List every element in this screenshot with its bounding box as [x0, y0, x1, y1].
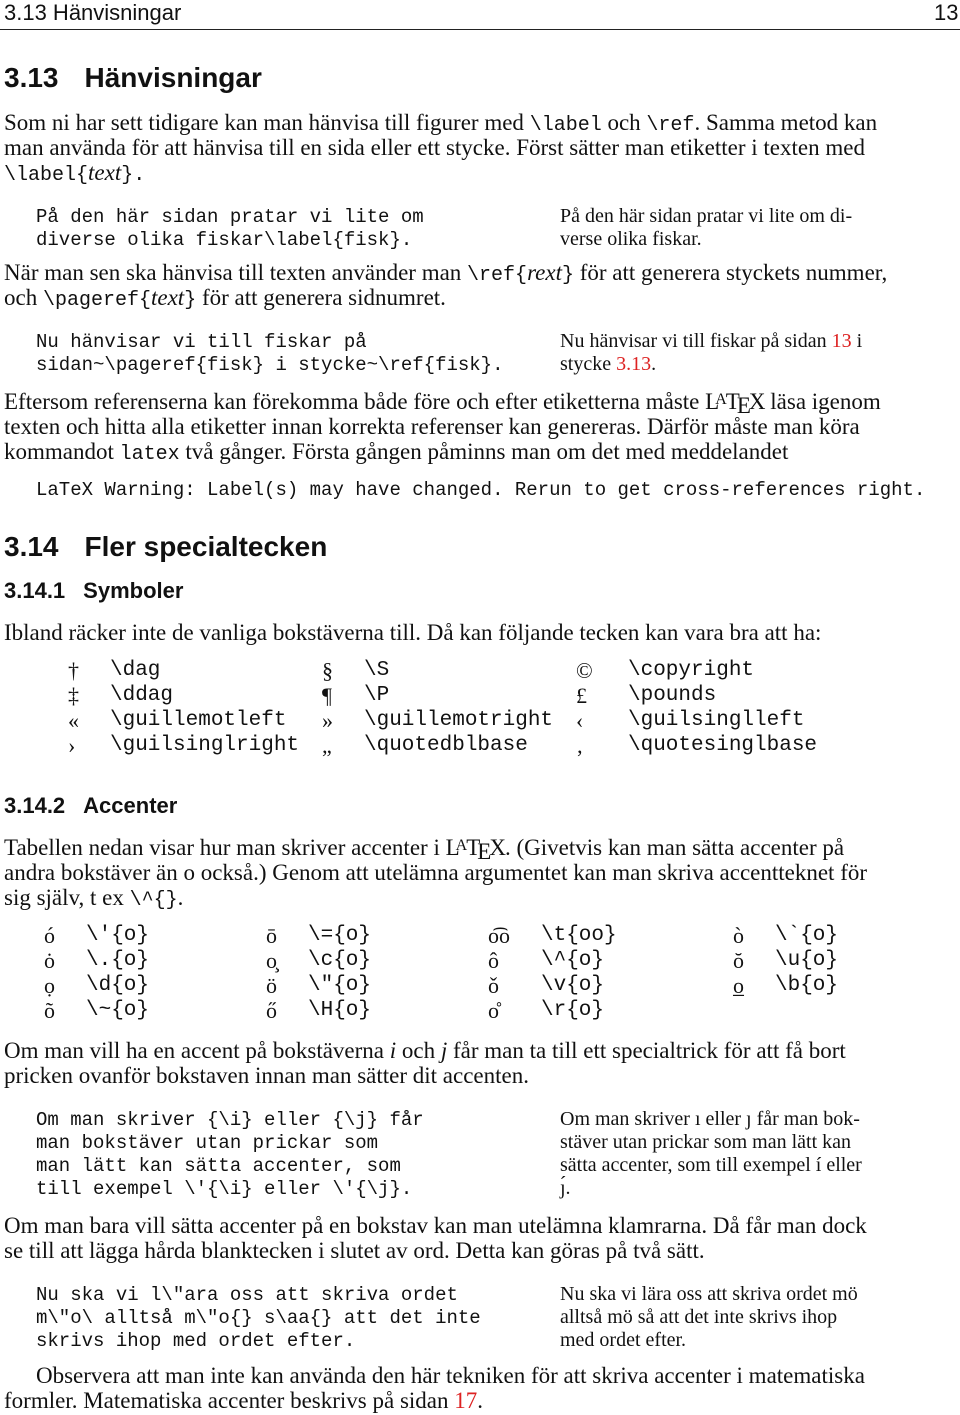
code-example-line: Nu hänvisar vi till fiskar på — [36, 331, 367, 353]
section-number: 3.13 — [4, 62, 59, 93]
paragraph-line: pricken ovanför bokstaven innan man sätter dit accenten. — [4, 1063, 529, 1088]
text: kommandot — [4, 439, 120, 464]
section-title: Fler specialtecken — [84, 531, 328, 562]
accent-glyph: o̊ — [488, 998, 499, 1023]
symbol-glyph: © — [576, 658, 593, 683]
accent-glyph: ŏ — [733, 948, 744, 973]
paragraph-line — [4, 110, 877, 137]
symbol-glyph: « — [68, 708, 79, 733]
accent-command: \t{oo} — [541, 924, 617, 947]
paragraph-line — [4, 835, 845, 864]
text: När man sen ska hänvisa till texten använder man — [4, 260, 468, 285]
symbol-glyph: › — [68, 733, 76, 758]
example-result-line: ȷ́. — [560, 1177, 571, 1199]
text: . Samma metod kan — [694, 110, 878, 135]
inline-code: latex — [119, 443, 180, 466]
text: . — [177, 885, 184, 910]
paragraph-line — [4, 389, 881, 418]
italic-letter: i — [389, 1038, 397, 1063]
code-example-line: Om man skriver {\i} eller {\j} får — [36, 1109, 424, 1131]
inline-code: } — [184, 289, 197, 312]
subsection-title: Symboler — [83, 578, 184, 603]
inline-code: \label — [529, 114, 602, 137]
text: Eftersom referenserna kan förekomma både före och efter etiketterna måste — [4, 389, 706, 414]
text: Om man vill ha en accent på bokstäverna — [4, 1038, 390, 1063]
example-result-line: Nu ska vi lära oss att skriva ordet mö — [560, 1283, 858, 1305]
accent-glyph: õ — [44, 998, 55, 1023]
inline-code: \label{ — [4, 164, 89, 187]
section-heading-3-13 — [4, 62, 262, 94]
text: och — [4, 285, 43, 310]
symbol-glyph: £ — [576, 683, 587, 708]
symbol-glyph: § — [322, 658, 333, 683]
accent-command: \u{o} — [775, 949, 839, 972]
section-heading-3-14 — [4, 531, 327, 563]
example-result-line — [560, 330, 862, 353]
text: och — [396, 1038, 441, 1063]
symbol-glyph: ‡ — [68, 683, 79, 708]
symbol-glyph: ¶ — [322, 683, 332, 708]
section-ref-link[interactable]: 3.13 — [616, 353, 652, 375]
paragraph-line — [4, 885, 183, 912]
accent-command: \r{o} — [541, 999, 605, 1022]
paragraph-line — [4, 1388, 483, 1414]
text: och — [601, 110, 647, 135]
accent-command: \'{o} — [86, 924, 150, 947]
symbol-command: \ddag — [110, 684, 174, 707]
page-number: 13 — [934, 0, 959, 25]
inline-code: \^{} — [129, 889, 178, 912]
accent-glyph: o̧ — [266, 948, 277, 973]
text: . — [477, 1388, 484, 1413]
accent-glyph: ó — [44, 923, 55, 948]
example-result-line: sätta accenter, som till exempel í eller — [560, 1154, 862, 1176]
paragraph-line: texten och hitta alla etiketter innan korrekta referenser kan genereras. Därför måste man köra — [4, 414, 860, 439]
symbol-command: \copyright — [628, 659, 755, 682]
code-example-line: Nu ska vi l\"ara oss att skriva ordet — [36, 1284, 458, 1306]
text: för att generera sidnumret. — [196, 285, 446, 310]
latex-logo: $L^ATEX$ — [445, 835, 505, 864]
accent-command: \^{o} — [541, 949, 605, 972]
symbol-glyph: † — [68, 658, 79, 683]
accent-glyph: ō — [266, 923, 277, 948]
symbol-command: \quotedblbase — [364, 734, 528, 757]
text: två gånger. Första gången påminns man om det med meddelandet — [179, 439, 789, 464]
code-example-line: man bokstäver utan prickar som — [36, 1132, 379, 1154]
subsection-title: Accenter — [83, 793, 178, 818]
code-example-line: skrivs ihop med ordet efter. — [36, 1330, 356, 1352]
accent-command: \d{o} — [86, 974, 150, 997]
accent-command: \c{o} — [308, 949, 372, 972]
section-number: 3.14 — [4, 531, 59, 562]
code-example-line: sidan~\pageref{fisk} i stycke~\ref{fisk}. — [36, 354, 504, 376]
symbol-glyph: ‚ — [576, 733, 584, 758]
accent-glyph: ǒ — [488, 973, 499, 998]
code-example-line: till exempel \'{\i} eller \'{\j}. — [36, 1178, 413, 1200]
accent-command: \.{o} — [86, 949, 150, 972]
inline-code: \pageref{ — [42, 289, 151, 312]
accent-glyph: ö — [266, 973, 277, 998]
inline-code: }. — [121, 164, 146, 187]
text: Som ni har sett tidigare kan man hänvisa till figurer med — [4, 110, 530, 135]
subsection-heading-symboler — [4, 578, 183, 604]
italic-arg: text — [88, 160, 122, 185]
symbol-command: \pounds — [628, 684, 717, 707]
section-title: Hänvisningar — [84, 62, 262, 93]
inline-code: \ref{ — [467, 264, 528, 287]
symbol-command: \S — [364, 659, 390, 682]
code-example-line: diverse olika fiskar\label{fisk}. — [36, 229, 413, 251]
italic-arg: rext — [527, 260, 562, 285]
paragraph-line — [4, 285, 446, 312]
accent-glyph: ő — [266, 998, 277, 1023]
accent-command: \b{o} — [775, 974, 839, 997]
text: läsa igenom — [764, 389, 881, 414]
paragraph-line: andra bokstäver än o också.) Genom att utelämna argumentet kan man skriva accentteknet för — [4, 860, 868, 885]
text: sig själv, t ex — [4, 885, 130, 910]
paragraph-line: man använda för att hänvisa till en sida eller ett stycke. Först sätter man etiketter i texten med — [4, 135, 865, 160]
paragraph-line: Observera att man inte kan använda den här tekniken för att skriva accenter i matematiska — [36, 1363, 865, 1388]
subsection-heading-accenter — [4, 793, 177, 819]
example-result-line — [560, 353, 656, 376]
symbol-glyph: „ — [322, 733, 332, 758]
example-result-line: På den här sidan pratar vi lite om di- — [560, 205, 853, 227]
accent-glyph: ȯ — [44, 948, 55, 973]
symbol-command: \guilsinglleft — [628, 709, 805, 732]
symbol-command: \quotesinglbase — [628, 734, 818, 757]
text: får man ta till ett specialtrick för att få bort — [447, 1038, 846, 1063]
paragraph-line: Om man bara vill sätta accenter på en bokstav kan man utelämna klamrarna. Då får man dock — [4, 1213, 867, 1238]
code-example-line: m\"o\ alltså m\"o{} s\aa{} att det inte — [36, 1307, 481, 1329]
accent-glyph: ô — [488, 948, 499, 973]
example-result-line: Om man skriver ı eller ȷ får man bok- — [560, 1108, 860, 1130]
text: . (Givetvis kan man sätta accenter på — [504, 835, 845, 860]
paragraph-line — [4, 1038, 846, 1064]
running-header-title: 3.13 Hänvisningar — [4, 0, 182, 25]
subsection-number: 3.14.1 — [4, 578, 66, 603]
text: Nu hänvisar vi till fiskar på sidan — [560, 330, 832, 352]
accent-glyph: ọ — [44, 973, 55, 998]
example-result-line: alltså mö så att det inte skrivs ihop — [560, 1306, 838, 1328]
accent-glyph: o̲ — [733, 973, 744, 998]
paragraph-line — [4, 260, 887, 287]
symbol-command: \guillemotleft — [110, 709, 287, 732]
text: i — [851, 330, 863, 352]
accent-glyph: o͡o — [488, 923, 510, 948]
text: stycke — [560, 353, 617, 375]
text: formler. Matematiska accenter beskrivs på sidan — [4, 1388, 455, 1413]
accent-command: \`{o} — [775, 924, 839, 947]
symbol-glyph: » — [322, 708, 333, 733]
subsection-number: 3.14.2 — [4, 793, 66, 818]
italic-arg: text — [151, 285, 185, 310]
inline-code: \ref — [646, 114, 695, 137]
code-example-line: På den här sidan pratar vi lite om — [36, 206, 424, 228]
page-ref-link[interactable]: 17 — [454, 1388, 478, 1413]
italic-letter: j — [440, 1038, 448, 1063]
latex-logo: $L^ATEX$ — [705, 389, 765, 418]
latex-warning-message: LaTeX Warning: Label(s) may have changed. Rerun to get cross-references right. — [36, 479, 926, 501]
paragraph-line: se till att lägga hårda blanktecken i slutet av ord. Detta kan göras på två sätt. — [4, 1238, 705, 1263]
example-result-line: stäver utan prickar som man lätt kan — [560, 1131, 852, 1153]
accent-command: \v{o} — [541, 974, 605, 997]
inline-code: } — [561, 264, 574, 287]
accent-command: \~{o} — [86, 999, 150, 1022]
symbol-command: \dag — [110, 659, 161, 682]
accent-command: \"{o} — [308, 974, 372, 997]
text: för att generera styckets nummer, — [573, 260, 888, 285]
accent-glyph: ò — [733, 923, 744, 948]
paragraph-line — [4, 160, 145, 187]
example-result-line: verse olika fiskar. — [560, 228, 702, 250]
code-example-line: man lätt kan sätta accenter, som — [36, 1155, 401, 1177]
symbol-command: \P — [364, 684, 390, 707]
page-ref-link[interactable]: 13 — [831, 330, 852, 352]
symbol-glyph: ‹ — [576, 708, 584, 733]
symbol-command: \guilsinglright — [110, 734, 300, 757]
header-rule — [0, 29, 960, 30]
text: . — [651, 353, 657, 375]
paragraph-line: Ibland räcker inte de vanliga bokstäverna till. Då kan följande tecken kan vara bra att ha: — [4, 620, 822, 645]
paragraph-line — [4, 439, 788, 466]
accent-command: \H{o} — [308, 999, 372, 1022]
example-result-line: med ordet efter. — [560, 1329, 687, 1351]
symbol-command: \guillemotright — [364, 709, 554, 732]
accent-command: \={o} — [308, 924, 372, 947]
text: Tabellen nedan visar hur man skriver accenter i — [4, 835, 446, 860]
